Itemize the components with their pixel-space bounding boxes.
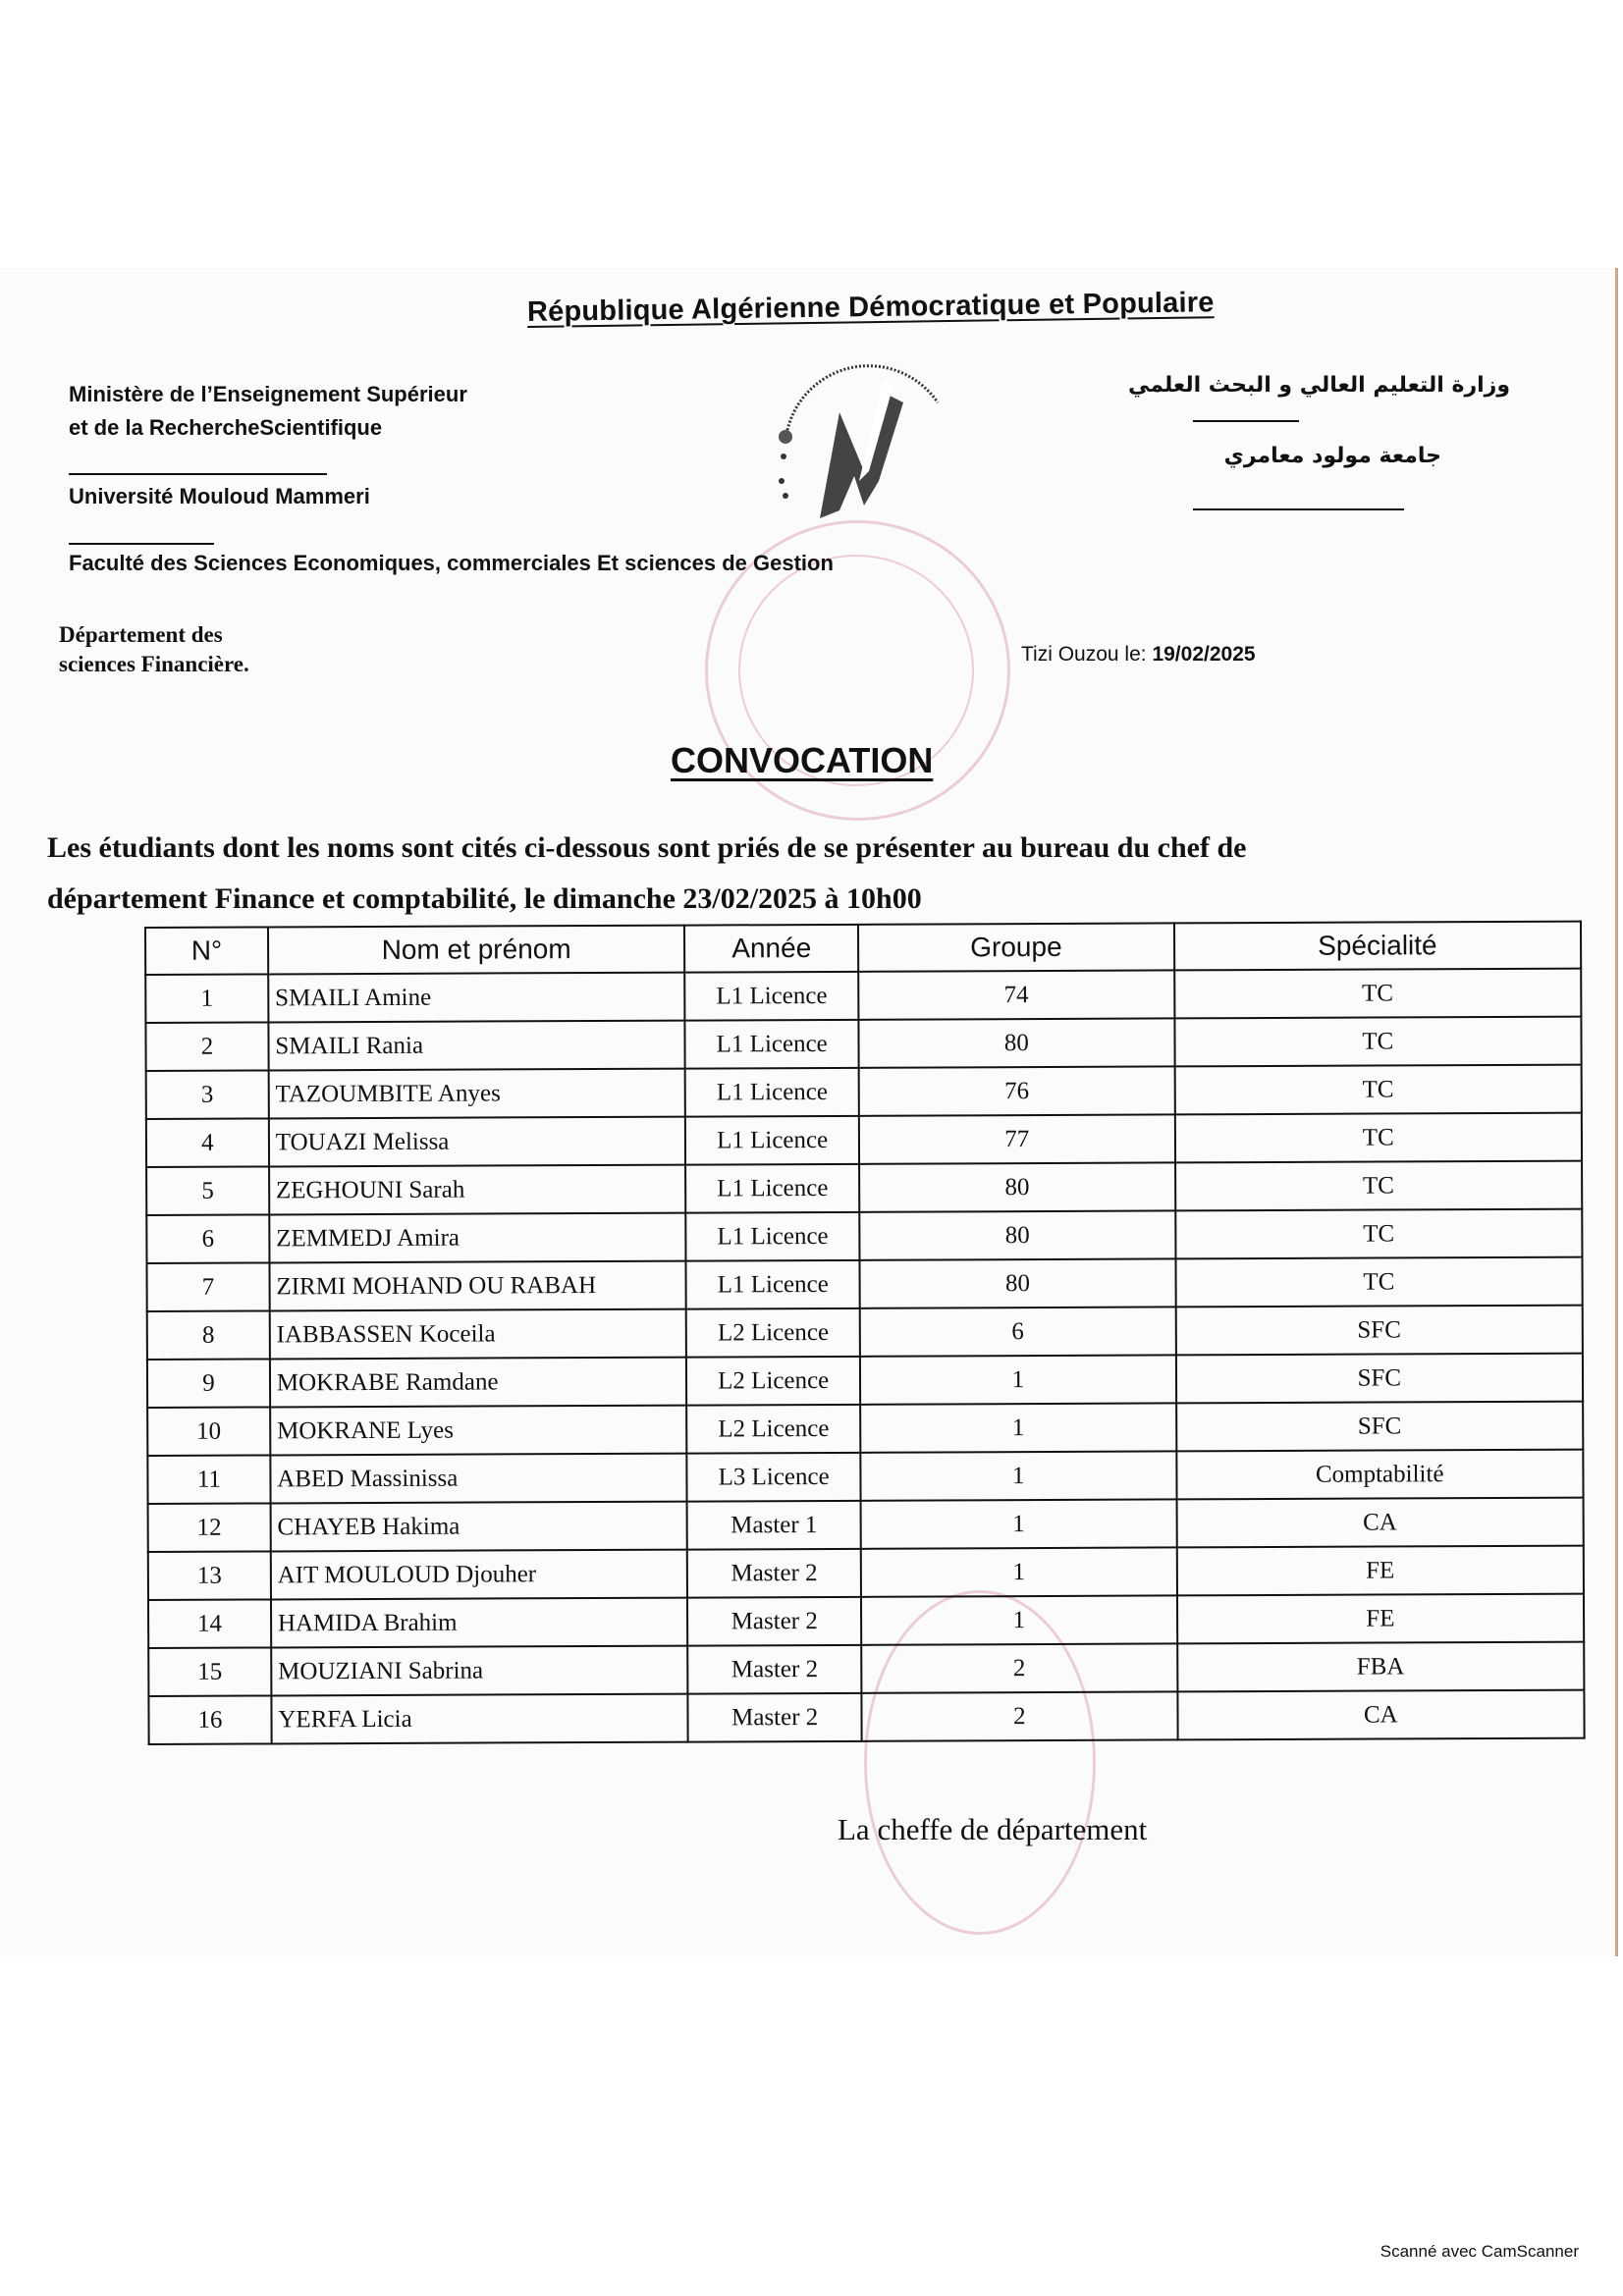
intro-line-2: département Finance et comptabilité, le dimanche 23/02/2025 à 10h00: [47, 882, 922, 915]
cell-specialty: SFC: [1176, 1402, 1584, 1452]
cell-specialty: TC: [1174, 1017, 1582, 1067]
cell-year: L1 Licence: [686, 1260, 860, 1309]
cell-num: 13: [148, 1551, 271, 1600]
cell-group: 76: [859, 1066, 1175, 1115]
cell-num: 3: [146, 1070, 269, 1119]
cell-name: SMAILI Amine: [268, 973, 685, 1023]
cell-name: AIT MOULOUD Djouher: [271, 1550, 688, 1600]
ministry-line-2: et de la RechercheScientifique: [69, 415, 383, 440]
cell-group: 1: [860, 1451, 1176, 1500]
cell-name: ZEGHOUNI Sarah: [269, 1165, 686, 1215]
table-row: [147, 1402, 1583, 1456]
cell-specialty: TC: [1175, 1209, 1583, 1259]
header-num: N°: [145, 927, 268, 975]
cell-num: 1: [145, 974, 268, 1023]
table-header-row: [145, 922, 1581, 975]
cell-name: ABED Massinissa: [270, 1454, 687, 1504]
cell-num: 6: [146, 1214, 269, 1263]
cell-num: 8: [147, 1310, 270, 1360]
cell-year: Master 2: [687, 1645, 861, 1694]
cell-specialty: FBA: [1177, 1642, 1585, 1692]
cell-name: HAMIDA Brahim: [271, 1598, 688, 1648]
cell-year: L3 Licence: [687, 1453, 861, 1502]
cell-num: 16: [148, 1695, 271, 1744]
cell-num: 10: [147, 1407, 270, 1456]
cell-name: TOUAZI Melissa: [269, 1117, 686, 1167]
cell-year: L1 Licence: [685, 1116, 859, 1165]
table-row: [148, 1594, 1584, 1648]
cell-num: 5: [146, 1166, 269, 1215]
cell-year: Master 2: [687, 1549, 861, 1598]
cell-specialty: TC: [1174, 969, 1582, 1019]
table-row: [146, 1065, 1582, 1119]
divider: [69, 473, 327, 475]
cell-specialty: Comptabilité: [1176, 1450, 1584, 1500]
cell-year: L2 Licence: [686, 1405, 860, 1454]
divider: [1193, 508, 1404, 510]
department-name: [59, 620, 249, 679]
cell-num: 15: [148, 1647, 271, 1696]
students-table: [144, 921, 1586, 1745]
cell-specialty: TC: [1174, 1113, 1582, 1163]
header-year: Année: [684, 925, 858, 973]
divider: [1193, 420, 1299, 422]
cell-year: Master 1: [687, 1501, 861, 1550]
cell-name: MOKRANE Lyes: [270, 1406, 687, 1456]
cell-specialty: TC: [1175, 1161, 1583, 1211]
department-line-2: sciences Financière.: [59, 652, 249, 676]
table-row: [148, 1690, 1584, 1744]
cell-num: 7: [146, 1262, 269, 1311]
cell-specialty: CA: [1176, 1498, 1584, 1548]
cell-name: TAZOUMBITE Anyes: [268, 1069, 685, 1119]
cell-year: L1 Licence: [686, 1212, 860, 1261]
republic-heading: République Algérienne Démocratique et Populaire: [526, 287, 1215, 328]
document-date: [1021, 643, 1256, 667]
cell-group: 1: [861, 1499, 1177, 1548]
table-row: [147, 1306, 1583, 1360]
table-row: [145, 1017, 1581, 1071]
arabic-ministry: وزارة التعليم العالي و البحث العلمي: [1127, 373, 1510, 398]
cell-year: L1 Licence: [685, 1068, 859, 1117]
signature-title: La cheffe de département: [838, 1812, 1148, 1846]
cell-name: SMAILI Rania: [268, 1021, 685, 1071]
faculty-name: Faculté des Sciences Economiques, commerciales Et sciences de Gestion: [69, 551, 834, 575]
cell-group: 1: [860, 1355, 1176, 1404]
cell-specialty: TC: [1175, 1257, 1583, 1308]
camscanner-watermark: Scanné avec CamScanner: [1380, 2242, 1579, 2261]
cell-num: 12: [148, 1503, 271, 1552]
table-row: [146, 1209, 1582, 1263]
cell-name: MOUZIANI Sabrina: [271, 1646, 688, 1696]
header-group: Groupe: [858, 923, 1174, 971]
cell-group: 1: [860, 1403, 1176, 1452]
table-row: [147, 1354, 1583, 1408]
table-row: [148, 1546, 1584, 1600]
table-row: [148, 1642, 1584, 1696]
cell-year: Master 2: [687, 1597, 861, 1646]
cell-group: 1: [861, 1595, 1177, 1644]
date-label: Tizi Ouzou le:: [1021, 643, 1147, 666]
header-specialty: Spécialité: [1174, 922, 1582, 971]
ministry-line-1: Ministère de l’Enseignement Supérieur: [69, 382, 467, 406]
cell-group: 80: [859, 1162, 1175, 1211]
cell-num: 14: [148, 1599, 271, 1648]
date-value: 19/02/2025: [1152, 643, 1256, 666]
table-row: [146, 1113, 1582, 1167]
cell-name: MOKRABE Ramdane: [270, 1358, 687, 1408]
department-line-1: Département des: [59, 622, 223, 647]
cell-group: 6: [860, 1307, 1176, 1356]
table-row: [146, 1161, 1582, 1215]
cell-year: L2 Licence: [686, 1357, 860, 1406]
cell-specialty: TC: [1174, 1065, 1582, 1115]
cell-group: 77: [859, 1114, 1175, 1163]
cell-year: L1 Licence: [685, 1164, 859, 1213]
cell-specialty: SFC: [1175, 1354, 1583, 1404]
table-row: [147, 1450, 1583, 1504]
header-name: Nom et prénom: [268, 926, 685, 975]
table-row: [148, 1498, 1584, 1552]
cell-group: 80: [860, 1258, 1176, 1308]
university-name: Université Mouloud Mammeri: [69, 484, 370, 508]
cell-group: 2: [861, 1691, 1177, 1740]
cell-specialty: FE: [1176, 1546, 1584, 1596]
cell-num: 4: [146, 1118, 269, 1167]
cell-num: 9: [147, 1359, 270, 1408]
cell-name: ZIRMI MOHAND OU RABAH: [269, 1261, 686, 1311]
cell-group: 2: [861, 1643, 1177, 1692]
cell-specialty: FE: [1177, 1594, 1585, 1644]
cell-name: IABBASSEN Koceila: [270, 1309, 687, 1360]
cell-year: Master 2: [688, 1693, 862, 1742]
cell-group: 74: [858, 970, 1174, 1019]
intro-line-1: Les étudiants dont les noms sont cités ci-dessous sont priés de se présenter au bureau du chef de: [47, 831, 1247, 864]
cell-year: L2 Licence: [686, 1308, 860, 1358]
university-logo-icon: [766, 363, 962, 520]
cell-name: YERFA Licia: [271, 1694, 688, 1744]
cell-num: 2: [145, 1022, 268, 1071]
table-row: [146, 1257, 1582, 1311]
cell-specialty: SFC: [1175, 1306, 1583, 1356]
cell-specialty: CA: [1177, 1690, 1585, 1740]
arabic-university: جامعة مولود معامري: [1223, 444, 1441, 468]
table-row: [145, 969, 1581, 1023]
intro-paragraph: [47, 823, 1579, 925]
document-title: CONVOCATION: [671, 740, 934, 780]
cell-name: ZEMMEDJ Amira: [269, 1213, 686, 1263]
cell-year: L1 Licence: [684, 972, 858, 1021]
cell-group: 80: [858, 1018, 1174, 1067]
ministry-name: [69, 378, 467, 445]
cell-year: L1 Licence: [685, 1020, 859, 1069]
cell-num: 11: [147, 1455, 270, 1504]
cell-name: CHAYEB Hakima: [270, 1502, 687, 1552]
cell-group: 1: [861, 1547, 1177, 1596]
divider: [69, 543, 214, 545]
cell-group: 80: [859, 1210, 1175, 1259]
